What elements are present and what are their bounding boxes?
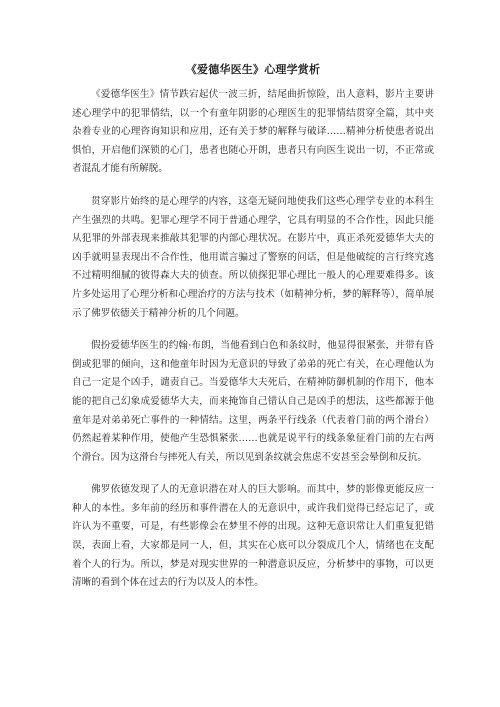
paragraph-1: 《爱德华医生》情节跌宕起伏一波三折，结尾曲折惊险，出人意料，影片主要讲述心理学中的犯罪情结，以一个有童年阴影的心理医生的犯罪情结贯穿全篇，其中夹杂着专业的心理咨询知识和应用，还有关于梦的解释与破译……精神分析使患者说出惧怕，开启他们深锁的心门，患者也随心开朗，患者只有向医生说出一切，不正常或者混乱才能有所解脱。 [72, 89, 434, 175]
paragraph-2: 贯穿影片始终的是心理学的内容，这毫无疑问地使我们这些心理学专业的本科生产生强烈的共鸣。犯罪心理学不同于普通心理学，它具有明显的不合作性，因此只能从犯罪的外部表现来推敲其犯罪的内部心理状况。在影片中，真正杀死爱德华大夫的凶手就明显表现出不合作性，他用谎言骗过了警察的问话，但是他破绽的言行终究逃不过精明细腻的彼得森大夫的侦查。所以侦探犯罪心理比一般人的心理要难得多。该片多处运用了心理分析和心理治疗的方法与技术（如精神分析，梦的解释等），简单展示了佛罗依德关于精神分析的几个问题。 [72, 195, 434, 319]
paragraph-3: 假扮爱德华医生的约翰·布朗，当他看到白色和条纹时，他显得很紧张，并带有昏倒或犯罪的倾向，这和他童年时因为无意识的导致了弟弟的死亡有关，在心理他认为自己一定是个凶手，谴责自己。当爱德华大夫死后，在精神防御机制的作用下，他本能的把自己幻象成爱德华大夫，而来掩饰自己错认自己是凶手的想法，这些都源于他童年是对弟弟死亡事件的一种情结。这里，两条平行线条（代表着门前的两个滑台）仍然起着某种作用，使他产生恐惧紧张……也就是说平行的线条象征着门前的左右两个滑台。因为这滑台与摔死人有关，所以见到条纹就会焦虑不安甚至会晕倒和反抗。 [72, 340, 434, 463]
paragraph-4: 佛罗依德发现了人的无意识潜在对人的巨大影响。而其中，梦的影像更能反应一种人的本性。多年前的经历和事件潜在人的无意识中，或许我们觉得已经忘记了，或许认为不重要，可是，有些影像会在梦里不停的出现。这种无意识常让人们重复犯错误，表面上看，大家都是同一人，但，其实在心底可以分裂成几个人，情绪也在支配着个人的行为。所以，梦是对现实世界的一种潜意识反应，分析梦中的事物，可以更清晰的看到个体在过去的行为以及人的本性。 [72, 484, 434, 589]
document-title: 《爱德华医生》心理学赏析 [185, 63, 321, 76]
